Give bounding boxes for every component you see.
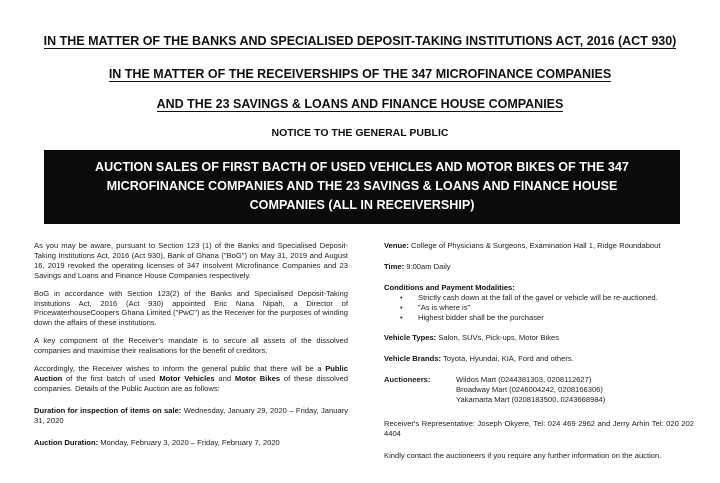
list-item: • "As is where is"	[384, 303, 694, 313]
vehicle-types: Vehicle Types: Salon, SUVs, Pick-ups, Motor Bikes	[384, 333, 560, 343]
paragraph-background: As you may be aware, pursuant to Section 123 (1) of the Banks and Specialised Deposit-Taking Institutions Act, 2016 (Act 930), Bank of Ghana ("BoG") on May 31, 2019 and August 16, 2019 revoked the operating licenses of 347 insolvent Microfinance Companies and 23 Savings and Loans and Finance House Companies respectively.	[34, 241, 348, 280]
heading-act: IN THE MATTER OF THE BANKS AND SPECIALISED DEPOSIT-TAKING INSTITUTIONS ACT, 2016 (ACT 930)	[43, 34, 677, 48]
bullet-icon: •	[400, 312, 403, 322]
banner-line: MICROFINANCE COMPANIES AND THE 23 SAVINGS & LOANS AND FINANCE HOUSE	[106, 179, 618, 193]
heading-notice: NOTICE TO THE GENERAL PUBLIC	[271, 127, 449, 139]
time: Time: 9:00am Daily	[384, 261, 451, 271]
venue: Venue: College of Physicians & Surgeons, Examination Hall 1, Ridge Roundabout	[384, 241, 661, 250]
receiver-representative: Receiver's Representative: Joseph Okyere, Tel: 024 469 2962 and Jerry Arhin Tel: 020 202 4404	[384, 418, 694, 438]
auctioneers	[384, 375, 694, 405]
bullet-icon: •	[400, 302, 403, 312]
conditions-list	[384, 293, 694, 323]
auctioneers-label: Auctioneers:	[384, 375, 431, 385]
heading-receiverships: IN THE MATTER OF THE RECEIVERSHIPS OF THE 347 MICROFINANCE COMPANIES	[108, 67, 612, 81]
left-column	[34, 241, 348, 456]
auctioneer-item: Broadway Mart (0246004242, 0208166306)	[456, 385, 603, 395]
paragraph-receiver-appointment: BoG in accordance with Section 123(2) of the Banks and Specialised Deposit-Taking Institutions Act, 2016 (Act 930) appointed Eric Nana Nipah, a Director of PricewaterhouseCoopers Ghana Limited ("PwC") as the Receiver for the purposes of winding down the affairs of these institutions.	[34, 288, 348, 328]
auctioneer-item: Wildos Mart (0244381303, 0208112627)	[456, 375, 592, 385]
banner-line: COMPANIES (ALL IN RECEIVERSHIP)	[249, 198, 475, 212]
paragraph-mandate: A key component of the Receiver's mandate is to secure all assets of the dissolved companies and maximise their realisations for the benefit of creditors.	[34, 336, 348, 356]
contact-note: Kindly contact the auctioneers if you require any further information on the auction.	[384, 450, 662, 460]
inspection-duration: Duration for inspection of items on sale: Wednesday, January 29, 2020 – Friday, January 31, 2020	[34, 405, 348, 425]
list-item: • Strictly cash down at the fall of the gavel or vehicle will be re-auctioned.	[384, 293, 694, 303]
heading-savings-loans: AND THE 23 SAVINGS & LOANS AND FINANCE HOUSE COMPANIES	[156, 97, 564, 111]
bullet-icon: •	[400, 292, 403, 302]
auction-duration: Auction Duration: Monday, February 3, 2020 – Friday, February 7, 2020	[34, 437, 280, 447]
paragraph-auction-notice: Accordingly, the Receiver wishes to inform the general public that there will be a Public Auction of the first batch of used Motor Vehicles and Motor Bikes of these dissolved companies. Details of the Public Auction are as follows:	[34, 364, 348, 393]
vehicle-brands: Vehicle Brands: Toyota, Hyundai, KIA, Ford and others.	[384, 354, 574, 364]
title-banner	[44, 150, 680, 224]
auctioneer-item: Yakamarta Mart (0208183500, 0243668984)	[456, 395, 606, 405]
conditions-heading: Conditions and Payment Modalities:	[384, 282, 515, 292]
list-item: • Highest bidder shall be the purchaser	[384, 313, 694, 323]
banner-line: AUCTION SALES OF FIRST BACTH OF USED VEHICLES AND MOTOR BIKES OF THE 347	[95, 160, 629, 174]
right-column	[384, 241, 694, 469]
